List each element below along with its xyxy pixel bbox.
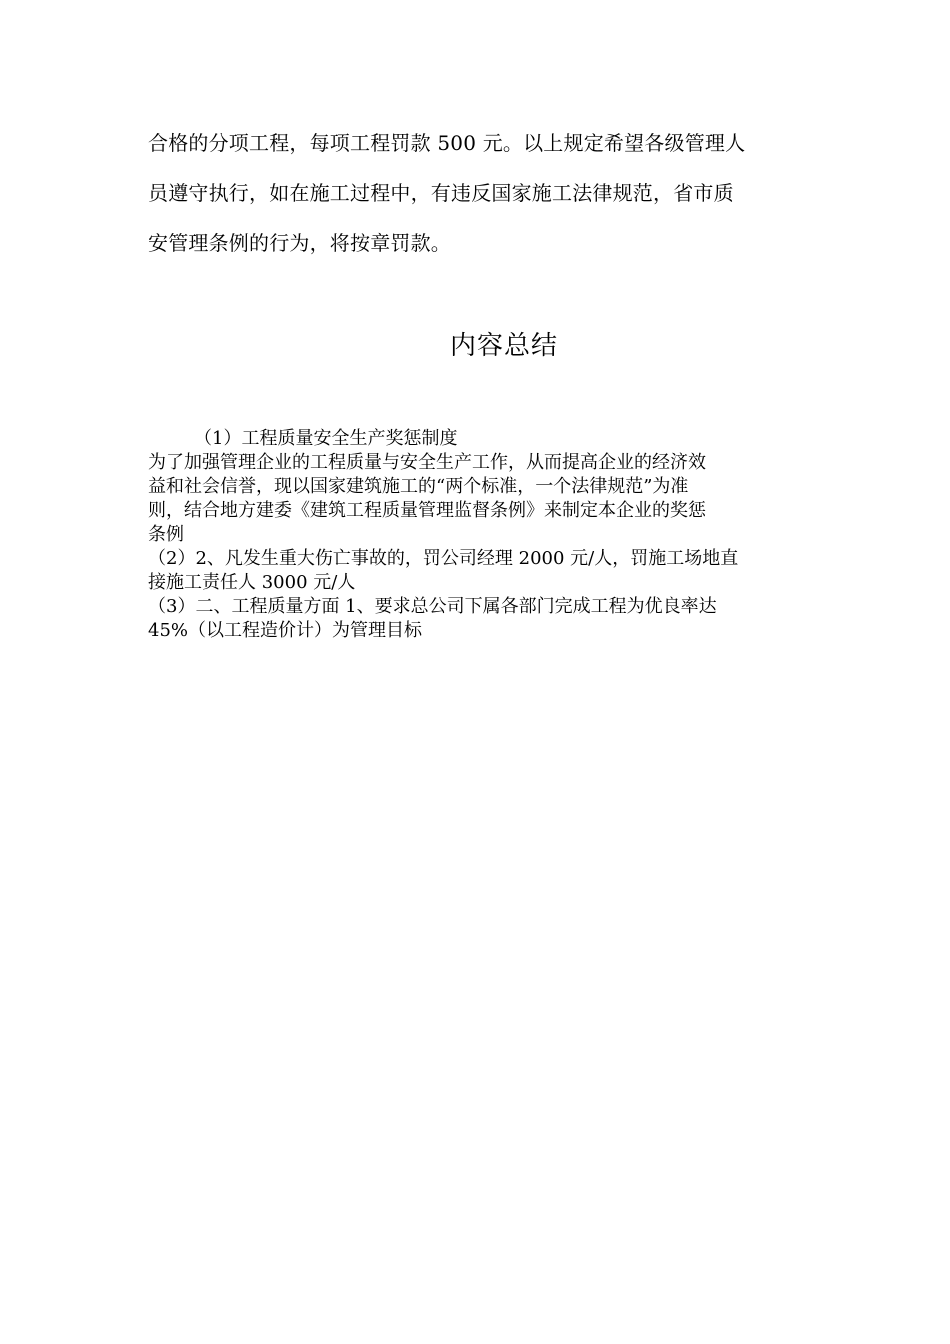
summary-item-heading: （1）工程质量安全生产奖惩制度 [194, 428, 458, 449]
paragraph-line: 安管理条例的行为，将按章罚款。 [148, 231, 451, 255]
summary-line: 接施工责任人 3000 元/人 [148, 572, 356, 593]
summary-line: （3）二、工程质量方面 1、要求总公司下属各部门完成工程为优良率达 [148, 596, 717, 617]
summary-line: 为了加强管理企业的工程质量与安全生产工作，从而提高企业的经济效 [148, 452, 706, 473]
summary-line: 益和社会信誉，现以国家建筑施工的“两个标准，一个法律规范”为准 [148, 476, 689, 497]
summary-line: 45%（以工程造价计）为管理目标 [148, 620, 423, 641]
paragraph-line: 合格的分项工程，每项工程罚款 500 元。以上规定希望各级管理人 [148, 131, 746, 155]
summary-line: 条例 [148, 524, 184, 545]
penalty-paragraph [148, 118, 808, 268]
summary-heading: 内容总结 [449, 331, 558, 361]
paragraph-line: 员遵守执行，如在施工过程中，有违反国家施工法律规范，省市质 [148, 181, 734, 205]
summary-body [148, 427, 828, 643]
summary-line: 则，结合地方建委《建筑工程质量管理监督条例》来制定本企业的奖惩 [148, 500, 706, 521]
summary-line: （2）2、凡发生重大伤亡事故的，罚公司经理 2000 元/人，罚施工场地直 [148, 548, 739, 569]
